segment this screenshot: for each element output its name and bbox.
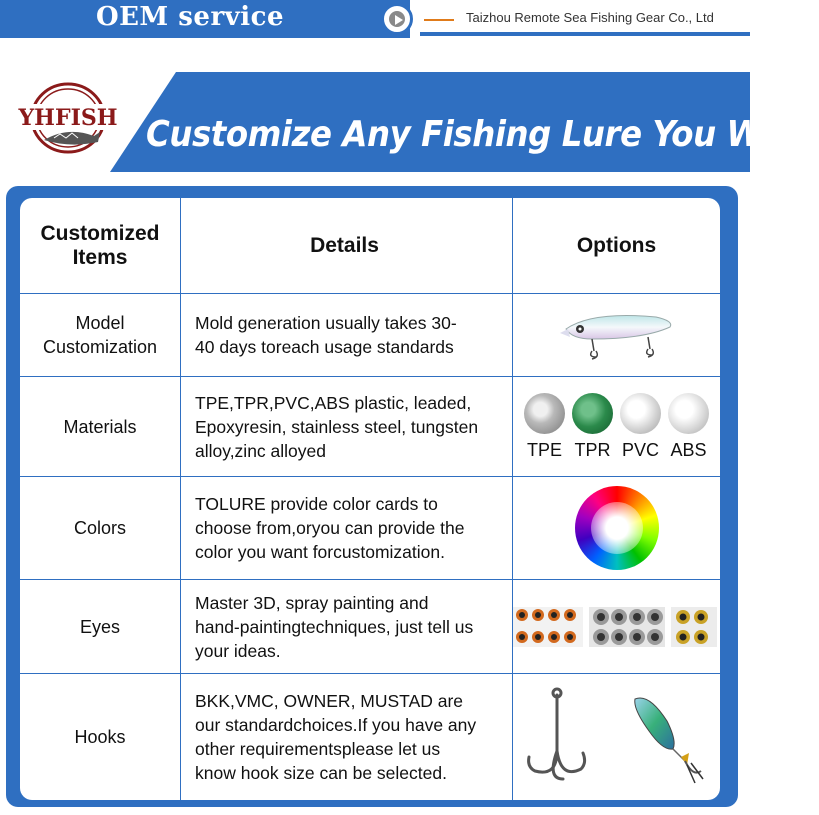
pvc-pellets-image (620, 393, 661, 434)
material-label: TPE (526, 439, 562, 460)
item-details: BKK,VMC, OWNER, MUSTAD are our standardchoices.If you have any other requirementsplease let us know hook size can be selected. (195, 691, 477, 783)
table-row (20, 377, 720, 477)
divider (420, 32, 750, 36)
fish-eyes-image (513, 605, 720, 649)
material-label: PVC (621, 439, 659, 460)
material-label: ABS (670, 439, 707, 460)
customization-table (20, 198, 720, 800)
column-header-items: Customized Items (20, 198, 181, 293)
item-details: Mold generation usually takes 30- 40 days toreach usage standards (195, 313, 457, 357)
column-header-details: Details (181, 198, 513, 293)
brand-logo (14, 78, 122, 158)
materials-options (521, 393, 713, 461)
item-details: TPE,TPR,PVC,ABS plastic, leaded, Epoxyresin, stainless steel, tungsten alloy,zinc alloyed (195, 392, 479, 461)
table-row (20, 674, 720, 800)
color-wheel-image (575, 486, 659, 570)
lure-model-image (552, 303, 682, 367)
logo-text: YHFISH (18, 105, 118, 131)
item-label: Materials (63, 416, 137, 437)
hooks-image (517, 687, 717, 787)
banner-title: Customize Any Fishing Lure You Want (146, 114, 819, 155)
item-label: Hooks (74, 727, 126, 747)
table-header-row (20, 198, 720, 294)
play-icon[interactable] (381, 3, 413, 35)
company-name: Taizhou Remote Sea Fishing Gear Co., Ltd (466, 10, 714, 25)
column-header-options: Options (576, 233, 657, 257)
material-label: TPR (574, 439, 611, 460)
divider (424, 19, 454, 21)
top-bar (0, 0, 750, 38)
table-row (20, 580, 720, 674)
table-row (20, 294, 720, 377)
item-details: Master 3D, spray painting and hand-paintingtechniques, just tell us your ideas. (195, 592, 474, 661)
tpe-pellets-image (524, 393, 565, 434)
abs-pellets-image (668, 393, 709, 434)
tpr-pellets-image (572, 393, 613, 434)
oem-title: OEM service (95, 2, 285, 32)
item-label: Eyes (79, 616, 121, 637)
item-label: Colors (73, 518, 126, 538)
table-row (20, 477, 720, 580)
item-label: Model Customization (42, 313, 158, 357)
item-details: TOLURE provide color cards to choose from,oryou can provide the color you want forcustomization. (195, 494, 465, 562)
